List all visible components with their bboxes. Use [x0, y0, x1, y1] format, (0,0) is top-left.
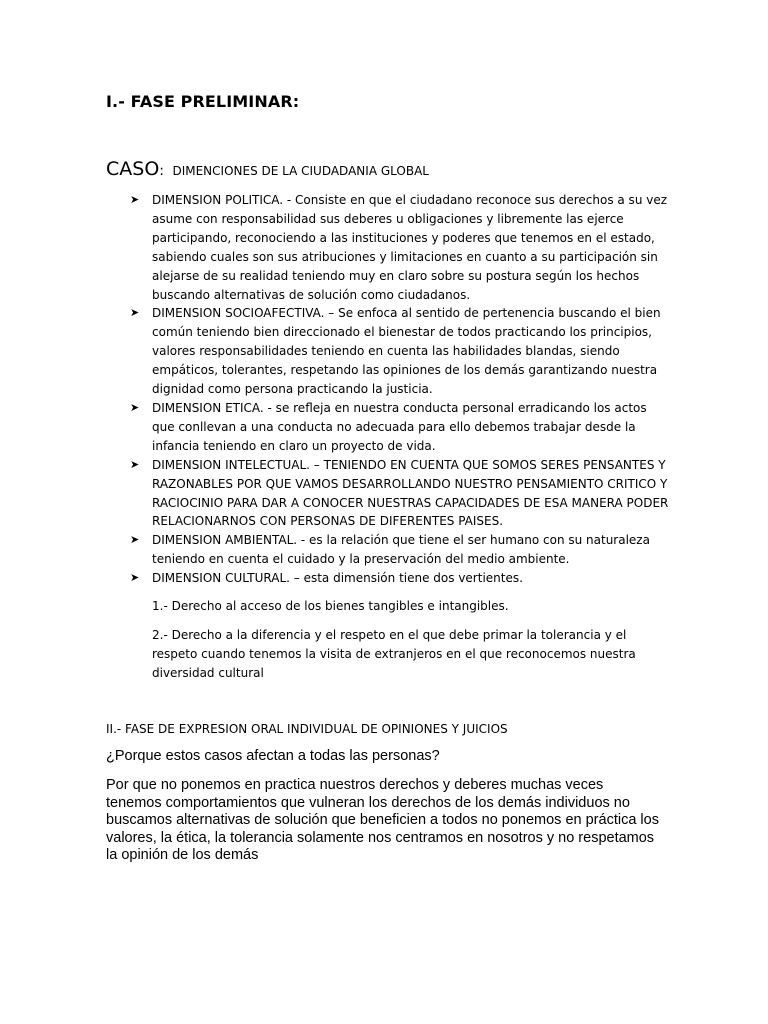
arrowhead-bullet-icon: ➤	[130, 533, 140, 547]
arrowhead-bullet-icon: ➤	[130, 306, 140, 320]
list-item	[130, 531, 670, 569]
cultural-point: 2.- Derecho a la diferencia y el respeto en el que debe primar la tolerancia y el respeto cuando tenemos la visita de extranjeros en el que reconocemos nuestra diversidad cultural	[152, 628, 636, 680]
list-item	[130, 399, 670, 456]
arrowhead-bullet-icon: ➤	[130, 400, 140, 414]
dimension-text: DIMENSION INTELECTUAL. – TENIENDO EN CUENTA QUE SOMOS SERES PENSANTES Y RAZONABLES POR QUE VAMOS DESARROLLANDO NUESTRO PENSAMIENTO CRITICO Y RACIOCINIO PARA DAR A CONOCER NUESTRAS CAPACIDADES DE ESA MANERA PODER RELACIONARNOS CON PERSONAS DE DIFERENTES PAISES.	[152, 457, 669, 529]
arrowhead-bullet-icon: ➤	[130, 457, 140, 471]
caso-label: CASO	[106, 158, 160, 180]
list-item	[130, 304, 670, 399]
list-item	[130, 569, 670, 588]
caso-line	[106, 158, 429, 180]
dimension-text: DIMENSION POLITICA. - Consiste en que el ciudadano reconoce sus derechos a su vez asume con responsabilidad sus deberes u obligaciones y libremente las ejerce participando, reconociendo a las instituciones y poderes que tenemos en el estado, sabiendo cuales son sus atribuciones y limitaciones en cuanto a su participación sin alejarse de su realidad teniendo muy en claro sobre su postura según los hechos buscando alternativas de solución como ciudadanos.	[152, 193, 668, 302]
dimension-text: DIMENSION AMBIENTAL. - es la relación que tiene el ser humano con su naturaleza teniendo en cuenta el cuidado y la preservación del medio ambiente.	[152, 533, 650, 567]
caso-title: DIMENCIONES DE LA CIUDADANIA GLOBAL	[172, 164, 429, 178]
dimensions-list	[130, 191, 670, 588]
dimension-text: DIMENSION CULTURAL. – esta dimensión tiene dos vertientes.	[152, 571, 523, 586]
section1-heading: I.- FASE PRELIMINAR:	[106, 92, 300, 111]
arrowhead-bullet-icon: ➤	[130, 193, 140, 206]
list-item	[130, 191, 670, 304]
arrowhead-bullet-icon: ➤	[130, 571, 140, 585]
caso-separator: :	[159, 163, 164, 179]
list-item	[130, 456, 670, 532]
dimension-text: DIMENSION SOCIOAFECTIVA. – Se enfoca al sentido de pertenencia buscando el bien común teniendo bien direccionado el bienestar de todos practicando los principios, valores responsabilidades teniendo en cuenta las habilidades blandas, siendo empáticos, tolerantes, respetando las opiniones de los demás garantizando nuestra dignidad como persona practicando la justicia.	[152, 306, 661, 397]
dimension-text: DIMENSION ETICA. - se refleja en nuestra conducta personal erradicando los actos que conllevan a una conducta no adecuada para ello debemos trabajar desde la infancia teniendo en claro un proyecto de vida.	[152, 400, 647, 453]
cultural-point: 1.- Derecho al acceso de los bienes tangibles e intangibles.	[152, 599, 509, 613]
section2-heading: II.- FASE DE EXPRESION ORAL INDIVIDUAL DE OPINIONES Y JUICIOS	[106, 722, 508, 736]
question-text: ¿Porque estos casos afectan a todas las personas?	[106, 748, 440, 764]
answer-paragraph: Por que no ponemos en practica nuestros derechos y deberes muchas veces tenemos comportamientos que vulneran los derechos de los demás individuos no buscamos alternativas de solución que beneficien a todos no ponemos en práctica los valores, la ética, la tolerancia solamente nos centramos en nosotros y no respetamos la opinión de los demás	[106, 777, 659, 864]
